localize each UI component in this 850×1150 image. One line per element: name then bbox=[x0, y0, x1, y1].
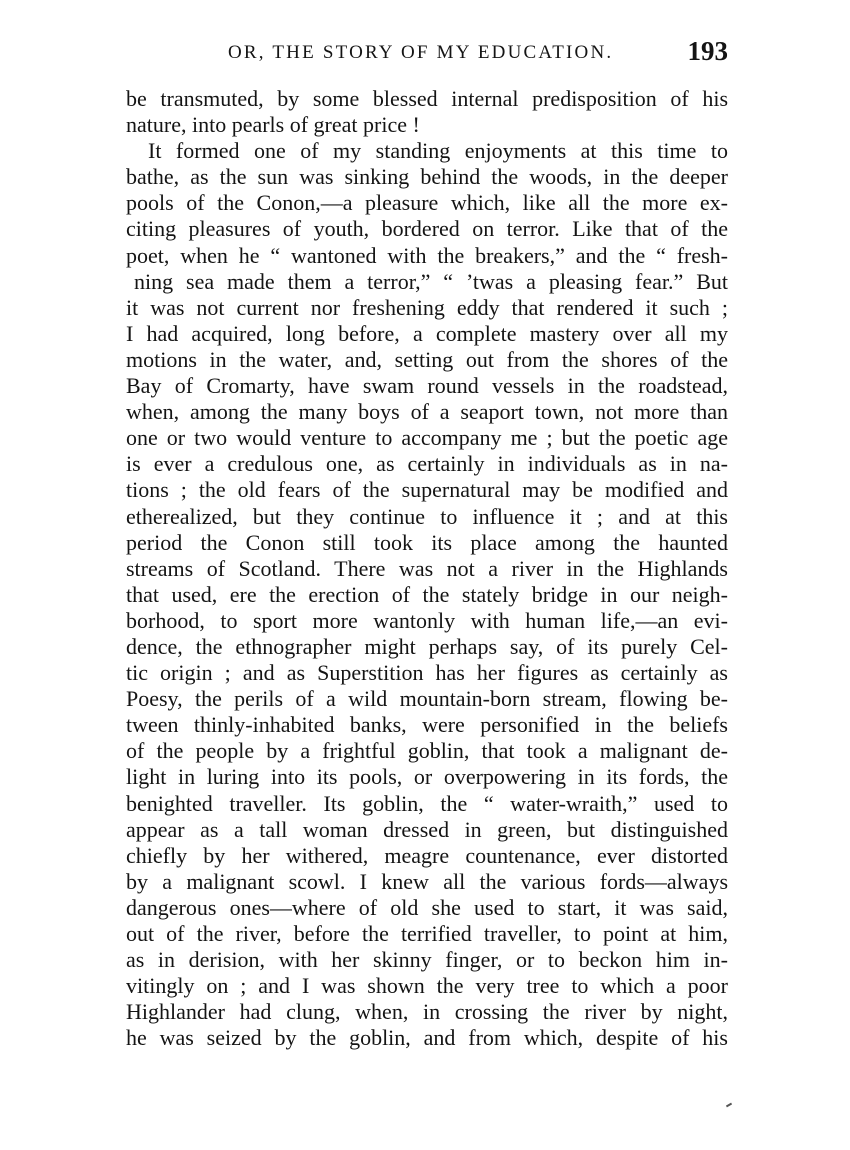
text-line: one or two would venture to accompany me ; but the poetic age bbox=[126, 425, 728, 451]
text-line: poet, when he “ wantoned with the breakers,” and the “ fresh- bbox=[126, 242, 728, 268]
text-line: Highlander had clung, when, in crossing the river by night, bbox=[126, 999, 728, 1025]
text-line: that used, ere the erection of the stately bridge in our neigh- bbox=[126, 581, 728, 607]
text-line: streams of Scotland. There was not a river in the Highlands bbox=[126, 555, 728, 581]
text-line: motions in the water, and, setting out from the shores of the bbox=[126, 346, 728, 372]
text-line: be transmuted, by some blessed internal predisposition of his bbox=[126, 86, 728, 111]
text-line: period the Conon still took its place among the haunted bbox=[126, 529, 728, 555]
running-title: OR, THE STORY OF MY EDUCATION. bbox=[228, 42, 614, 63]
text-line: citing pleasures of youth, bordered on terror. Like that of the bbox=[126, 216, 728, 242]
text-line: I had acquired, long before, a complete mastery over all my bbox=[126, 320, 728, 346]
text-line: when, among the many boys of a seaport town, not more than bbox=[126, 399, 728, 425]
text-line: tions ; the old fears of the supernatural may be modified and bbox=[126, 477, 728, 503]
text-line: is ever a credulous one, as certainly in individuals as in na- bbox=[126, 451, 728, 477]
text-line: It formed one of my standing enjoyments at this time to bbox=[148, 138, 728, 164]
body-text bbox=[126, 86, 728, 1051]
text-line: appear as a tall woman dressed in green, but distinguished bbox=[126, 816, 728, 842]
text-line: as in derision, with her skinny finger, or to beckon him in- bbox=[126, 947, 728, 973]
text-line: by a malignant scowl. I knew all the various fords—always bbox=[126, 868, 728, 894]
running-head bbox=[128, 36, 728, 70]
text-line: tic origin ; and as Superstition has her figures as certainly as bbox=[126, 660, 728, 686]
text-line: he was seized by the goblin, and from which, despite of his bbox=[126, 1025, 728, 1051]
text-line: out of the river, before the terrified traveller, to point at him, bbox=[126, 921, 728, 946]
text-line: of the people by a frightful goblin, that took a malignant de- bbox=[126, 738, 728, 764]
text-line: borhood, to sport more wantonly with human life,—an evi- bbox=[126, 607, 728, 633]
text-line: benighted traveller. Its goblin, the “ water-wraith,” used to bbox=[126, 790, 728, 816]
text-line: tween thinly-inhabited banks, were personified in the beliefs bbox=[126, 712, 728, 738]
text-line: light in luring into its pools, or overpowering in its fords, the bbox=[126, 764, 728, 790]
text-line: Bay of Cromarty, have swam round vessels in the roadstead, bbox=[126, 373, 728, 399]
text-line: dence, the ethnographer might perhaps say, of its purely Cel- bbox=[126, 633, 728, 659]
text-line: nature, into pearls of great price ! bbox=[126, 112, 420, 138]
text-line: it was not current nor freshening eddy that rendered it such ; bbox=[126, 294, 728, 320]
text-line: Poesy, the perils of a wild mountain-born stream, flowing be- bbox=[126, 686, 728, 712]
ink-speck bbox=[726, 1103, 732, 1108]
text-line: vitingly on ; and I was shown the very tree to which a poor bbox=[126, 973, 728, 999]
text-line: dangerous ones—where of old she used to start, it was said, bbox=[126, 894, 728, 920]
text-line: pools of the Conon,—a pleasure which, like all the more ex- bbox=[126, 190, 728, 216]
text-line: chiefly by her withered, meagre countenance, ever distorted bbox=[126, 842, 728, 868]
text-line: ning sea made them a terror,” “ ’twas a pleasing fear.” But bbox=[134, 268, 728, 294]
text-line: etherealized, but they continue to influence it ; and at this bbox=[126, 503, 728, 529]
text-line: bathe, as the sun was sinking behind the woods, in the deeper bbox=[126, 164, 728, 190]
page-number: 193 bbox=[687, 36, 728, 66]
